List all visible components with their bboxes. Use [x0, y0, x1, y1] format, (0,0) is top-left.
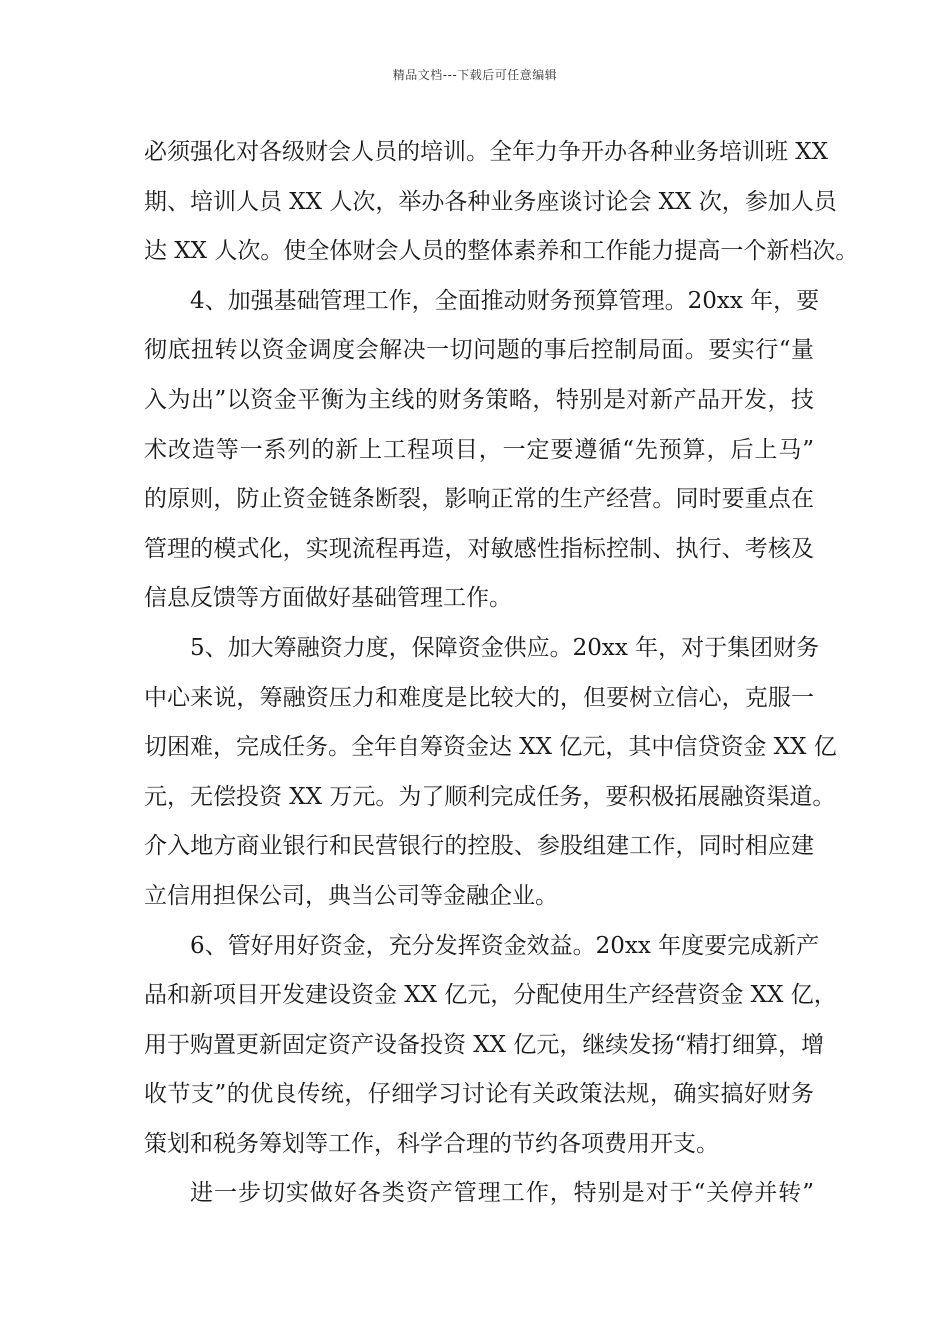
text-line: 必须强化对各级财会人员的培训。全年力争开办各种业务培训班 XX [144, 139, 829, 165]
text-line: 6、管好用好资金，充分发挥资金效益。20xx 年度要完成新产 [190, 932, 820, 959]
text-line: 进一步切实做好各类资产管理工作，特别是对于“关停并转” [190, 1180, 814, 1207]
text-line: 管理的模式化，实现流程再造，对敏感性指标控制、执行、考核及 [144, 535, 814, 562]
text-line: 彻底扭转以资金调度会解决一切问题的事后控制局面。要实行“量 [144, 337, 814, 364]
text-line: 元，无偿投资 XX 万元。为了顺利完成任务，要积极拓展融资渠道。 [144, 783, 836, 810]
document-body [144, 133, 859, 1224]
text-line: 5、加大筹融资力度，保障资金供应。20xx 年，对于集团财务 [190, 634, 820, 661]
text-line: 介入地方商业银行和民营银行的控股、参股组建工作，同时相应建 [144, 833, 814, 860]
text-line: 术改造等一系列的新上工程项目，一定要遵循“先预算，后上马” [144, 436, 814, 463]
text-line: 用于购置更新固定资产设备投资 XX 亿元，继续发扬“精打细算，增 [144, 1031, 825, 1058]
text-line: 4、加强基础管理工作，全面推动财务预算管理。20xx 年，要 [190, 287, 820, 314]
text-line: 入为出”以资金平衡为主线的财务策略，特别是对新产品开发，技 [144, 386, 814, 413]
text-line: 期、培训人员 XX 人次，举办各种业务座谈讨论会 XX 次，参加人员 [144, 188, 837, 215]
text-line: 收节支”的优良传统，仔细学习讨论有关政策法规，确实搞好财务 [144, 1081, 814, 1108]
text-line: 立信用担保公司，典当公司等金融企业。 [144, 882, 558, 909]
text-line: 的原则，防止资金链条断裂，影响正常的生产经营。同时要重点在 [144, 486, 814, 513]
page-header-note: 精品文档---下载后可任意编辑 [392, 68, 558, 82]
text-line: 策划和税务筹划等工作，科学合理的节约各项费用开支。 [144, 1130, 719, 1157]
text-line: 品和新项目开发建设资金 XX 亿元，分配使用生产经营资金 XX 亿， [144, 982, 837, 1009]
text-line: 中心来说，筹融资压力和难度是比较大的，但要树立信心，克服一 [144, 684, 814, 711]
text-line: 信息反馈等方面做好基础管理工作。 [144, 585, 512, 612]
text-line: 切困难，完成任务。全年自筹资金达 XX 亿元，其中信贷资金 XX 亿 [144, 734, 837, 761]
text-line: 达 XX 人次。使全体财会人员的整体素养和工作能力提高一个新档次。 [144, 238, 859, 265]
